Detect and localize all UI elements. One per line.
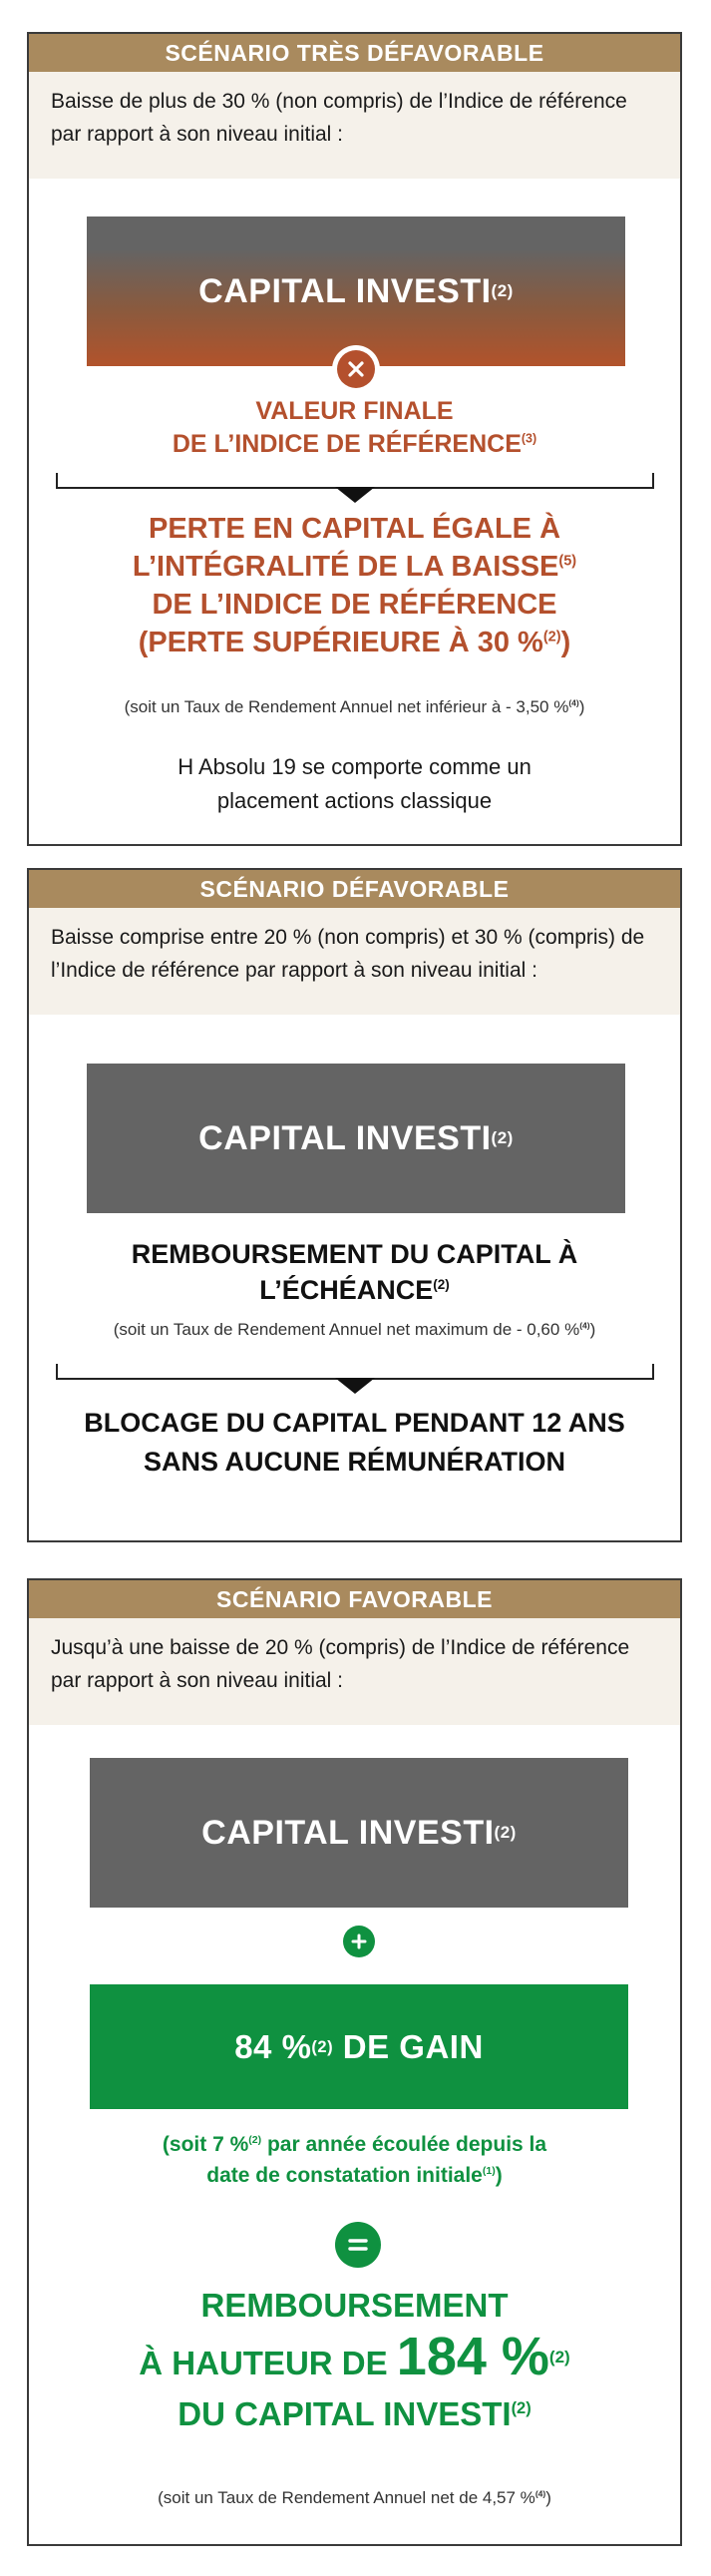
capital-invested-box: CAPITAL INVESTI (2) (90, 1758, 628, 1908)
scenario-header: SCÉNARIO TRÈS DÉFAVORABLE (29, 34, 680, 72)
equals-circle-icon (335, 2222, 381, 2268)
capital-invested-box: CAPITAL INVESTI (2) (87, 216, 625, 366)
final-value-label: VALEUR FINALE DE L’INDICE DE RÉFÉRENCE$^{(3)}$ (172, 397, 537, 458)
annual-yield-note: (soit un Taux de Rendement Annuel net inférieur à - 3,50 %$^{(4)}$) (124, 697, 585, 716)
capital-invested-label: CAPITAL INVESTI (198, 271, 492, 310)
scenario-very-unfavorable-card (27, 32, 682, 846)
annual-yield-note: (soit un Taux de Rendement Annuel net de 4,57 %$^{(4)}$) (158, 2488, 551, 2507)
scenario-description: Baisse comprise entre 20 % (non compris) et 30 % (compris) de l’Indice de référence par rapport à son niveau initial : (29, 908, 680, 1015)
gain-note: (soit 7 %$^{(2)}$ par année écoulée depuis la date de constatation initiale$^{(1)}$) (162, 2133, 547, 2187)
scenario-favorable-card (27, 1578, 682, 2546)
down-arrow-icon (335, 487, 375, 503)
down-arrow-icon (335, 1378, 375, 1394)
capital-repayment-result: REMBOURSEMENT DU CAPITAL À L’ÉCHÉANCE$^{(2)}$ (131, 1239, 578, 1305)
scenario-header: SCÉNARIO DÉFAVORABLE (29, 870, 680, 908)
capital-invested-label: CAPITAL INVESTI (201, 1813, 495, 1852)
scenario-comment: H Absolu 19 se comporte comme un placement actions classique (178, 754, 532, 813)
scenario-unfavorable-card (27, 868, 682, 1542)
capital-blocking-result: BLOCAGE DU CAPITAL PENDANT 12 ANS SANS AUCUNE RÉMUNÉRATION (84, 1408, 625, 1477)
times-circle-icon (332, 345, 380, 393)
scenario-header: SCÉNARIO FAVORABLE (29, 1580, 680, 1618)
annual-yield-note: (soit un Taux de Rendement Annuel net maximum de - 0,60 %$^{(4)}$) (113, 1320, 596, 1339)
capital-loss-result: PERTE EN CAPITAL ÉGALE À L’INTÉGRALITÉ DE LA BAISSE$^{(5)}$ DE L’INDICE DE RÉFÉRENCE (PERTE SUPÉRIEURE À 30 %$^{(2)}$) (132, 513, 577, 658)
gain-box: 84 % (2) DE GAIN (90, 1984, 628, 2109)
scenario-description: Baisse de plus de 30 % (non compris) de l’Indice de référence par rapport à son niveau initial : (29, 72, 680, 179)
final-repayment-result: REMBOURSEMENT À HAUTEUR DE 184 %$^{(2)}$ DU CAPITAL INVESTI$^{(2)}$ (139, 2287, 570, 2432)
capital-invested-box: CAPITAL INVESTI (2) (87, 1064, 625, 1213)
capital-invested-label: CAPITAL INVESTI (198, 1118, 492, 1157)
scenario-description: Jusqu’à une baisse de 20 % (compris) de l’Indice de référence par rapport à son niveau initial : (29, 1618, 680, 1725)
plus-circle-icon (343, 1926, 375, 1957)
